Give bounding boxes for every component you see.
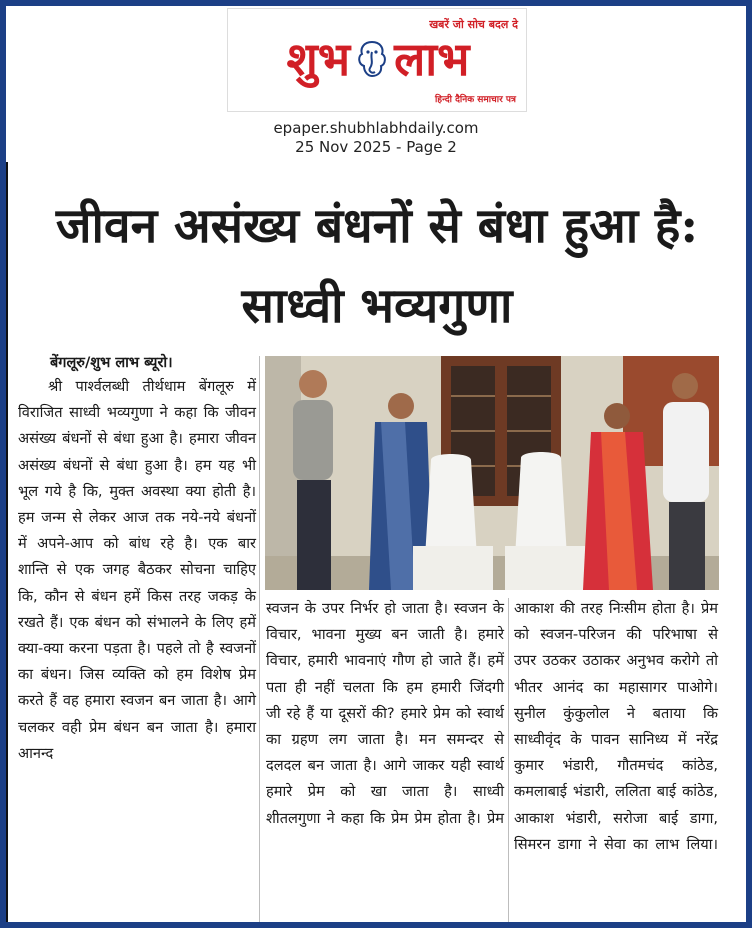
article-photo (265, 356, 719, 590)
group-photo-illustration (265, 356, 719, 590)
masthead-subtag: हिन्दी दैनिक समाचार पत्र (434, 95, 516, 105)
article-column-1: श्री पार्श्वलब्धी तीर्थधाम बेंगलूरु में विराजित साध्वी भव्यगुणा ने कहा कि जीवन असंख्य बंधनों से बंधा हुआ है। हमारा जीवन असंख्य बंधनों से बंधा हुआ है। हम यह भी भूल गये है कि, मुक्त अवस्था क्या होती है। हम जन्म से लेकर आज तक नये-नये बंधनों में अपने-आप को बांध रहे है। एक बार शान्ति से एक जगह बैठकर सोचना चाहिए कि, कौन से बंधन हमें किस तरह जकड़ के रखते हैं। एक बंधन को संभालने के लिए हमें क्या-क्या करना पड़ता है। पहले तो है स्वजनों का बंधन। जिस व्यक्ति को हम विशेष प्रेम करते हैं वह हमारा स्वजन बन जाता है। आगे चलकर वही प्रेम बंधन बन जाता है। हमारा आनन्द (18, 378, 256, 762)
logo (234, 29, 522, 89)
logo-word-left: शुभ (286, 32, 351, 86)
article-column-3: आकाश की तरह निःसीम होता है। प्रेम को स्वजन-परिजन की परिभाषा से उपर उठकर उठाकर अनुभव करोगे तो भीतर आनंद का महासागर पाओगे। सुनील कुंकुलोल ने बताया कि साध्वीवृंद के पावन सानिध्य में नरेंद्र कुमार भंडारी, गौतमचंद कांठेड, कमलाबाई भंडारी, ललिता बाई कांठेड, आकाश भंडारी, सरोजा बाई डागा, सिमरन डागा ने सेवा का लाभ लिया। (514, 600, 718, 853)
ganesha-icon (354, 38, 390, 80)
logo-word-right: लाभ (394, 32, 470, 86)
article-column-2: स्वजन के उपर निर्भर हो जाता है। स्वजन के विचार, भावना मुख्य बन जाती है। हमारे विचार, हमारी भावनाएं गौण हो जाते हैं। हमें पता ही नहीं चलता कि हम हमारी जिंदगी जी रहे हैं या दूसरों की? हमारे प्रेम को स्वार्थ का ग्रहण लग जाता है। मन समन्दर से दलदल बन जाता है। आगे जाकर यही स्वार्थ हमारे प्रेम को खा जाता है। साध्वी शीतलगुणा ने कहा कि प्रेम प्रेम होता है। प्रेम (266, 600, 504, 827)
source-url: epaper.shubhlabhdaily.com (273, 119, 479, 137)
person-6 (663, 373, 709, 590)
article-headline: जीवन असंख्य बंधनों से बंधा हुआ है: साध्वी भव्यगुणा (55, 198, 699, 334)
column-divider (508, 598, 509, 922)
masthead (227, 8, 527, 112)
clip-edge (6, 162, 8, 922)
source-date-page: 25 Nov 2025 - Page 2 (295, 138, 457, 156)
newspaper-clipping (6, 6, 746, 922)
masthead-tagline: खबरें जो सोच बदल दे (429, 18, 518, 31)
article-byline: बेंगलूरु/शुभ लाभ ब्यूरो। (50, 355, 173, 371)
person-1 (293, 370, 333, 590)
column-divider (259, 356, 260, 922)
